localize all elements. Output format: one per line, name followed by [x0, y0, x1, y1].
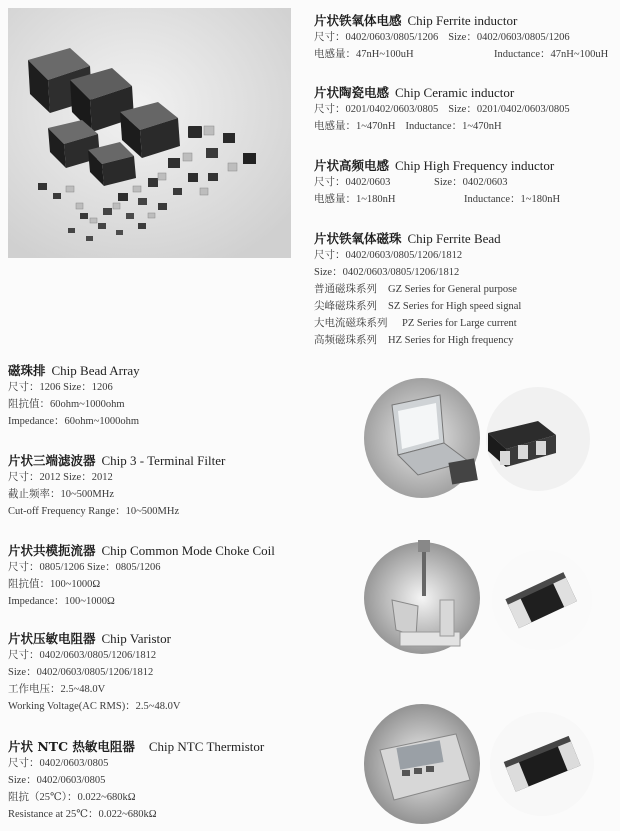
laptop-with-bead-array-photo	[360, 375, 610, 503]
spec-line: Cut-off Frequency Range：10~500MHz	[8, 506, 180, 517]
series-line: 普通磁珠系列 GZ Series for General purpose	[314, 284, 517, 295]
chip-ferrite-bead-block	[314, 230, 521, 349]
fax-machine-with-thermistor-photo	[360, 700, 610, 826]
chip-high-frequency-inductor-block	[314, 157, 560, 208]
spec-line: 阻抗（25℃）：0.022~680kΩ	[8, 792, 136, 803]
chip-ferrite-inductor-title: 片状铁氧体电感 Chip Ferrite inductor	[314, 13, 518, 28]
series-line: 高频磁珠系列 HZ Series for High frequency	[314, 335, 514, 346]
chip-bead-array-title: 磁珠排 Chip Bead Array	[8, 363, 140, 378]
spec-line: 尺寸：1206 Size：1206	[8, 382, 113, 393]
spec-line: 阻抗值：60ohm~1000ohm	[8, 399, 125, 410]
spec-line: 尺寸：0402/0603/0805	[8, 758, 109, 769]
chip-common-mode-choke-coil-title: 片状共模扼流器 Chip Common Mode Choke Coil	[8, 543, 275, 558]
spec-line: Impedance：60ohm~1000ohm	[8, 416, 140, 427]
chip-ntc-thermistor-block	[8, 738, 264, 823]
spec-line: 尺寸：0201/0402/0603/0805 Size：0201/0402/0603/0805	[314, 104, 570, 115]
spec-line: 电感量：1~180nH Inductance：1~180nH	[314, 194, 561, 205]
chip-3-terminal-filter-title: 片状三端滤波器 Chip 3 - Terminal Filter	[8, 453, 226, 468]
spec-line: 工作电压：2.5~48.0V	[8, 684, 106, 695]
spec-line: 尺寸：0805/1206 Size：0805/1206	[8, 562, 161, 573]
chip-inductor-product-photo	[8, 8, 291, 258]
spec-line: Impedance：100~1000Ω	[8, 596, 115, 607]
spec-line: 电感量：47nH~100uH Inductance：47nH~100uH	[314, 49, 609, 60]
spec-line: Size：0402/0603/0805/1206/1812	[8, 667, 154, 678]
chip-ceramic-inductor-title: 片状陶瓷电感 Chip Ceramic inductor	[314, 85, 515, 100]
chip-ceramic-inductor-block	[314, 84, 570, 135]
spec-line: 尺寸：0402/0603/0805/1206/1812	[8, 650, 157, 661]
series-line: 大电流磁珠系列 PZ Series for Large current	[314, 318, 517, 329]
spec-line: 尺寸：0402/0603/0805/1206/1812	[314, 250, 463, 261]
spec-line: 阻抗值：100~1000Ω	[8, 579, 101, 590]
spec-line: 电感量：1~470nH Inductance：1~470nH	[314, 121, 502, 132]
pipette-lab-with-choke-coil-photo	[360, 540, 610, 660]
chip-varistor-title: 片状压敏电阻器 Chip Varistor	[8, 631, 171, 646]
spec-line: 尺寸：0402/0603 Size：0402/0603	[314, 177, 508, 188]
spec-line: 截止频率：10~500MHz	[8, 489, 115, 500]
series-line: 尖峰磁珠系列 SZ Series for High speed signal	[314, 301, 522, 312]
spec-line: 尺寸：0402/0603/0805/1206 Size：0402/0603/0805/1206	[314, 32, 570, 43]
chip-ferrite-bead-title: 片状铁氧体磁珠 Chip Ferrite Bead	[314, 231, 501, 246]
spec-line: Working Voltage(AC RMS)：2.5~48.0V	[8, 701, 181, 712]
chip-high-frequency-inductor-title: 片状高频电感 Chip High Frequency inductor	[314, 158, 555, 173]
spec-line: Size：0402/0603/0805	[8, 775, 106, 786]
chip-ntc-thermistor-title: 片状 NTC 热敏电阻器 Chip NTC Thermistor	[8, 739, 265, 754]
spec-line: Size：0402/0603/0805/1206/1812	[314, 267, 460, 278]
chip-common-mode-choke-coil-block	[8, 542, 275, 610]
chip-ferrite-inductor-block	[314, 12, 608, 63]
chip-3-terminal-filter-block	[8, 452, 225, 520]
spec-line: Resistance at 25℃：0.022~680kΩ	[8, 809, 157, 820]
spec-line: 尺寸：2012 Size：2012	[8, 472, 113, 483]
chip-bead-array-block	[8, 362, 140, 430]
chip-varistor-block	[8, 630, 180, 715]
